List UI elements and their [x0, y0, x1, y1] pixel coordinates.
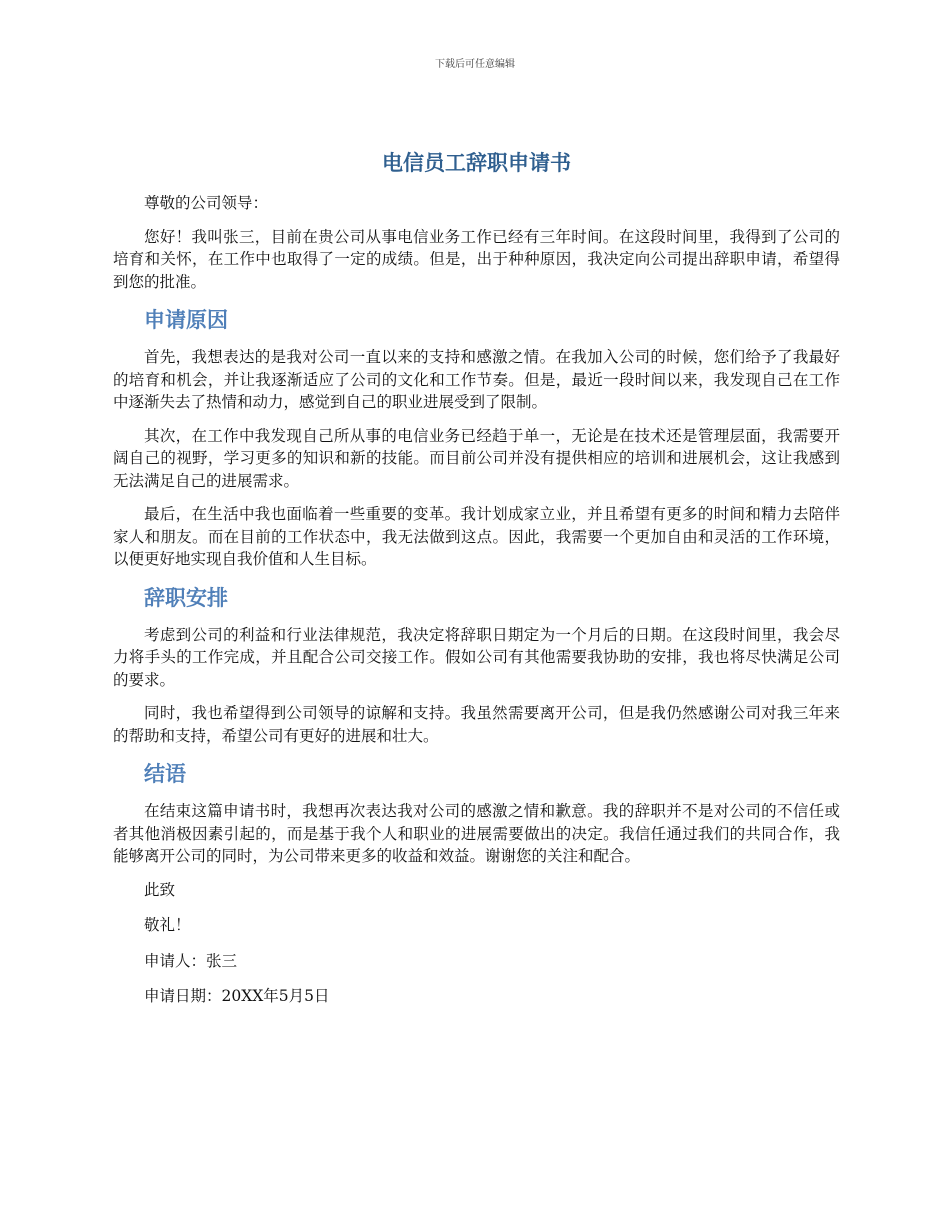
- applicant-line: 申请人：张三: [144, 951, 238, 970]
- section-heading-conclusion: 结语: [144, 762, 186, 786]
- document-title: 电信员工辞职申请书: [382, 151, 571, 175]
- reasons-paragraph-1: 首先，我想表达的是我对公司一直以来的支持和感激之情。在我加入公司的时候，您们给予了我最好的培育和机会，并让我逐渐适应了公司的文化和工作节奏。但是，最近一段时间以来，我发现自己在工作中逐渐失去了热情和动力，感觉到自己的职业进展受到了限制。: [113, 348, 840, 411]
- closing-line-1: 此致: [144, 880, 176, 899]
- intro-paragraph: 您好！我叫张三，目前在贵公司从事电信业务工作已经有三年时间。在这段时间里，我得到了公司的培育和关怀，在工作中也取得了一定的成绩。但是，出于种种原因，我决定向公司提出辞职申请，希望得到您的批准。: [113, 227, 840, 291]
- closing-line-2: 敬礼！: [144, 916, 191, 934]
- section-heading-arrangement: 辞职安排: [144, 585, 228, 610]
- arrangement-paragraph-1: 考虑到公司的利益和行业法律规范，我决定将辞职日期定为一个月后的日期。在这段时间里，我会尽力将手头的工作完成，并且配合公司交接工作。假如公司有其他需要我协助的安排，我也将尽快满足公司的要求。: [113, 625, 840, 689]
- date-line: 申请日期：20XX年5月5日: [144, 987, 330, 1005]
- document-body: [113, 148, 840, 1021]
- salutation: 尊敬的公司领导：: [144, 194, 269, 212]
- closing-block: [113, 879, 840, 1008]
- reasons-paragraph-2: 其次，在工作中我发现自己所从事的电信业务已经趋于单一，无论是在技术还是管理层面，我需要开阔自己的视野，学习更多的知识和新的技能。而目前公司并没有提供相应的培训和进展机会，这让我感到无法满足自己的进展需求。: [113, 426, 840, 490]
- section-heading-reasons: 申请原因: [144, 308, 228, 332]
- conclusion-paragraph-1: 在结束这篇申请书时，我想再次表达我对公司的感激之情和歉意。我的辞职并不是对公司的不信任或者其他消极因素引起的，而是基于我个人和职业的进展需要做出的决定。我信任通过我们的共同合作，我能够离开公司的同时，为公司带来更多的收益和效益。谢谢您的关注和配合。: [113, 802, 840, 865]
- header-note: 下载后可任意编辑: [435, 59, 515, 70]
- arrangement-paragraph-2: 同时，我也希望得到公司领导的谅解和支持。我虽然需要离开公司，但是我仍然感谢公司对我三年来的帮助和支持，希望公司有更好的进展和壮大。: [113, 704, 840, 745]
- reasons-paragraph-3: 最后，在生活中我也面临着一些重要的变革。我计划成家立业，并且希望有更多的时间和精力去陪伴家人和朋友。而在目前的工作状态中，我无法做到这点。因此，我需要一个更加自由和灵活的工作环境，以便更好地实现自我价值和人生目标。: [113, 505, 840, 568]
